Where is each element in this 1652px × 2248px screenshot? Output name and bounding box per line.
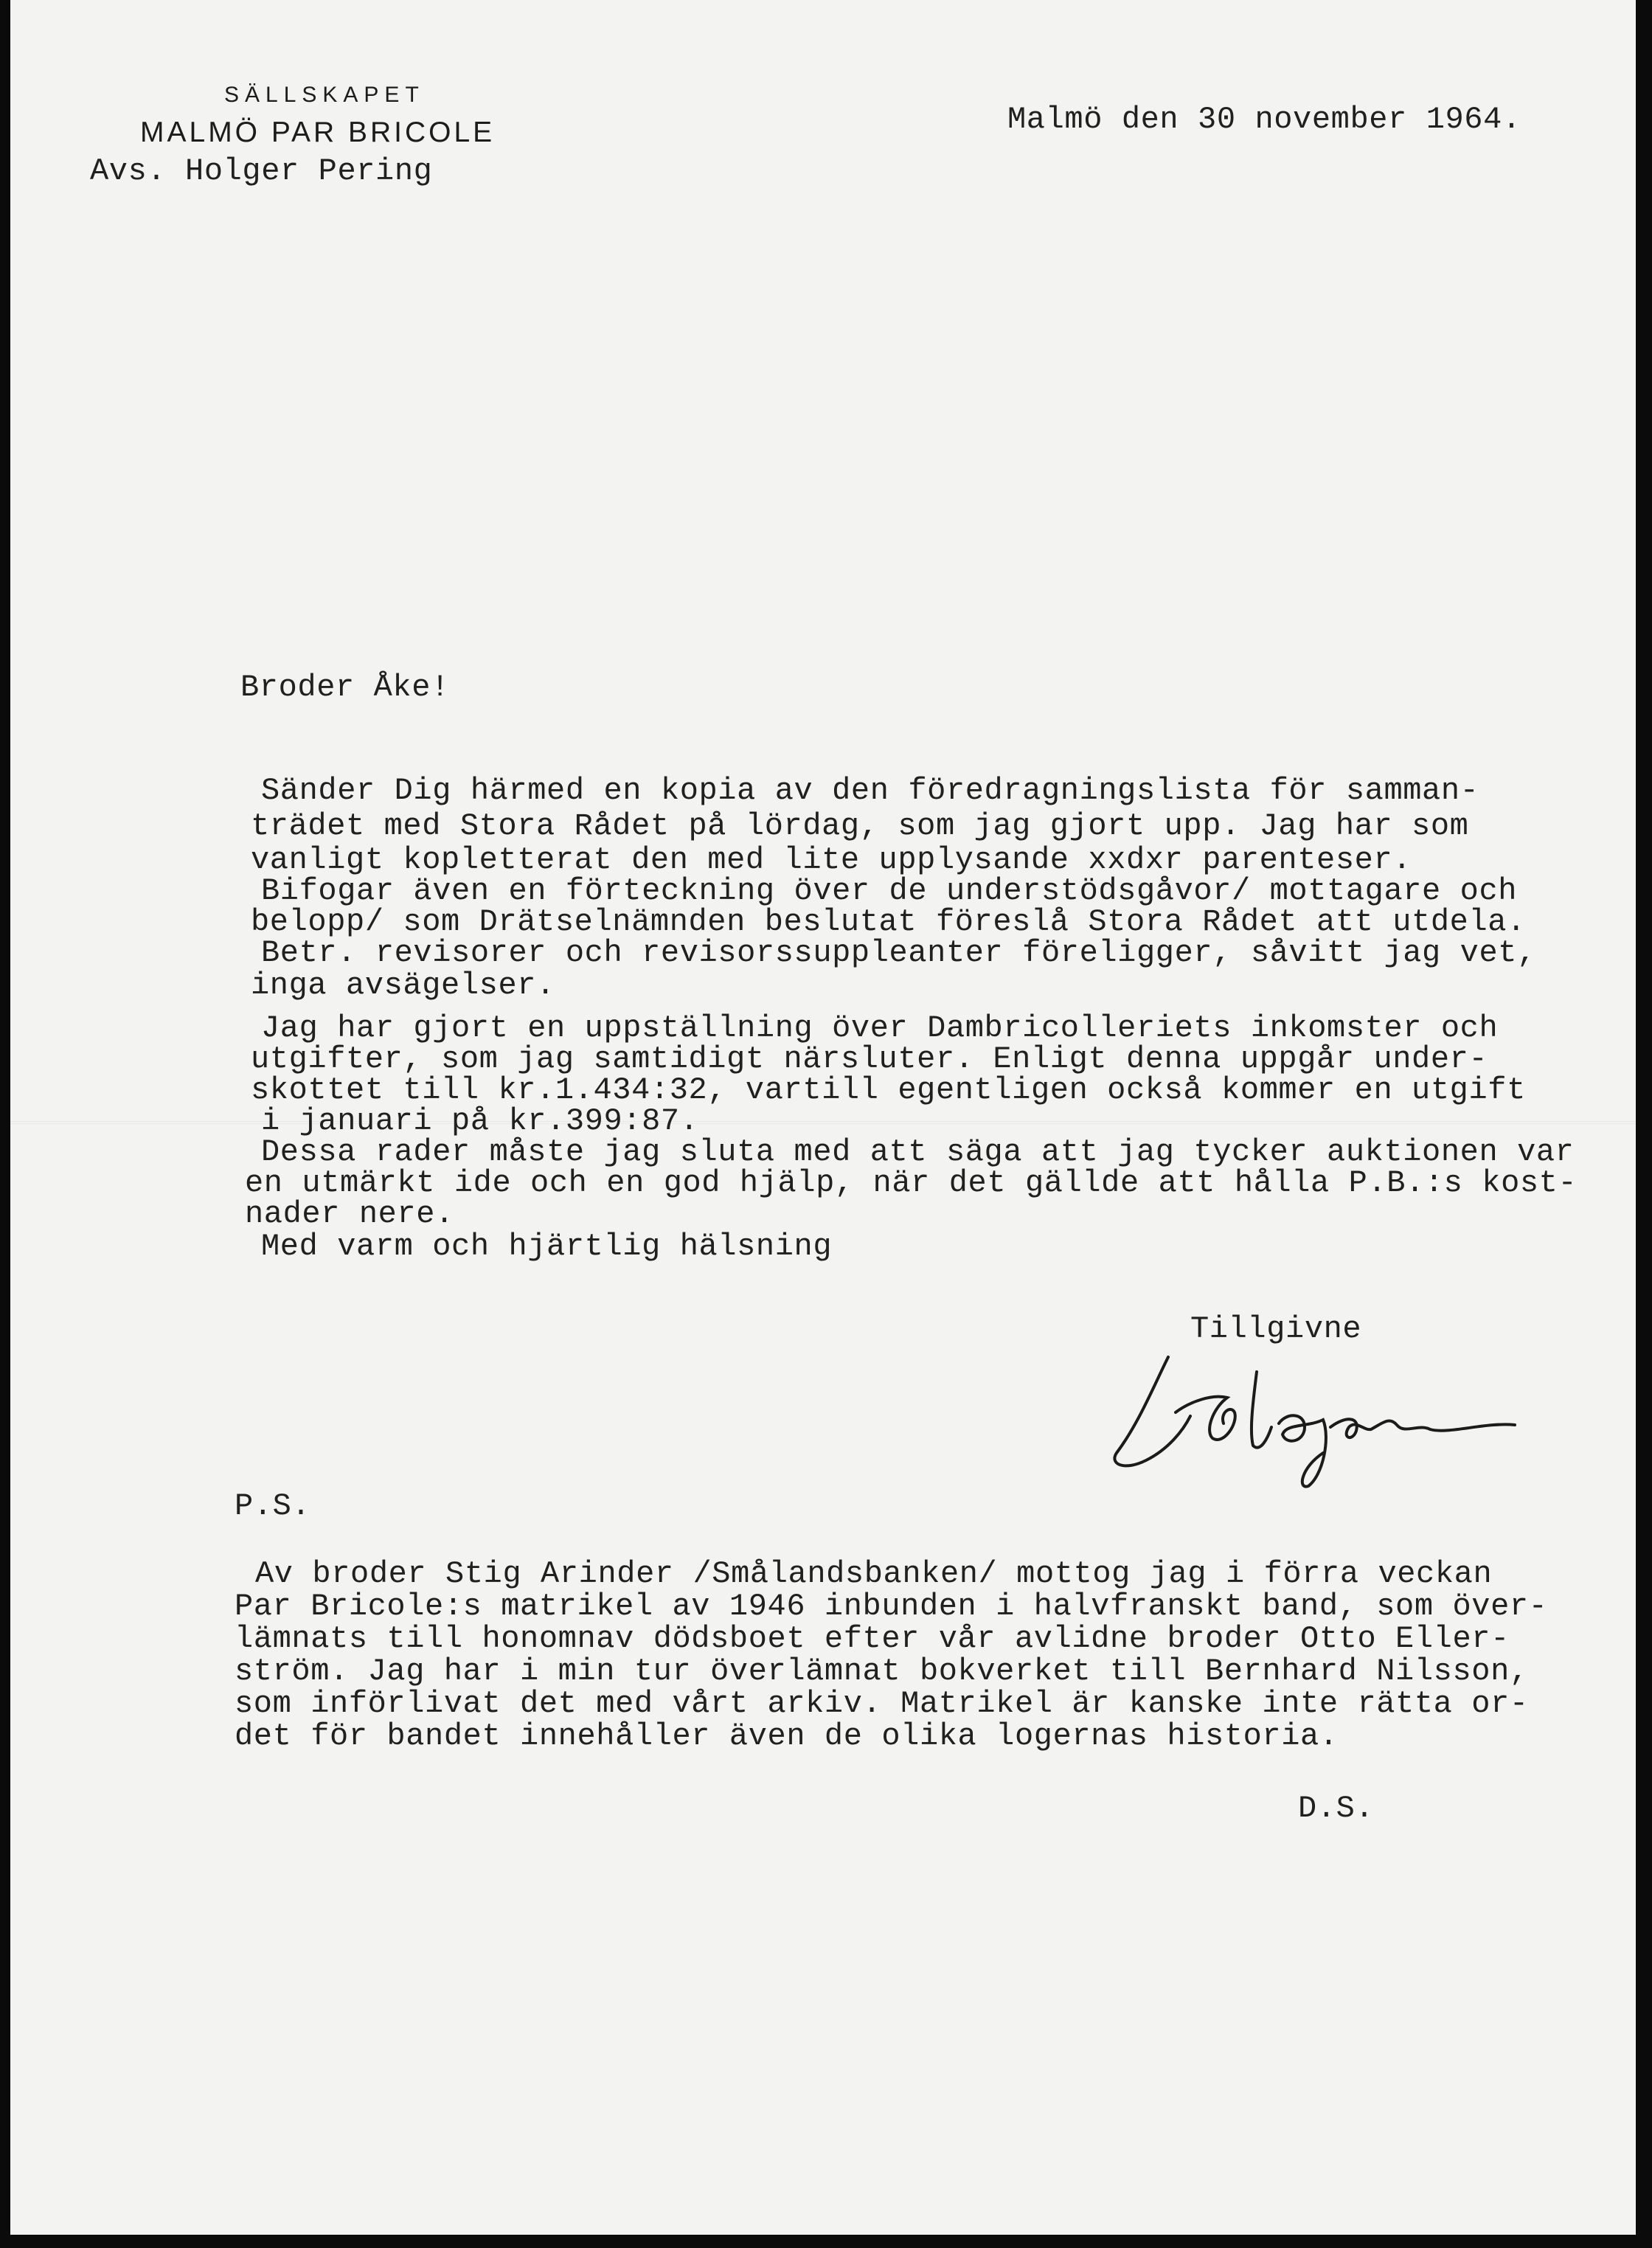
body-line: i januari på kr.399:87. (261, 1103, 699, 1139)
body-line: Med varm och hjärtlig hälsning (261, 1229, 833, 1264)
body-line: nader nere. (245, 1196, 454, 1232)
ps-line: lämnats till honomnav dödsboet efter vår avlidne broder Otto Eller- (235, 1621, 1510, 1656)
body-line: en utmärkt ide och en god hjälp, när det gällde att hålla P.B.:s kost- (245, 1165, 1578, 1201)
ps-line: som införlivat det med vårt arkiv. Matrikel är kanske inte rätta or- (235, 1686, 1529, 1721)
ps-line: Av broder Stig Arinder /Smålandsbanken/ mottog jag i förra veckan (255, 1556, 1493, 1592)
ps-line: ström. Jag har i min tur överlämnat bokverket till Bernhard Nilsson, (235, 1654, 1529, 1689)
body-line: skottet till kr.1.434:32, vartill egentligen också kommer en utgift (251, 1072, 1526, 1108)
letterhead-name: MALMÖ PAR BRICOLE (140, 117, 496, 148)
letterhead-sender: Avs. Holger Pering (90, 153, 433, 189)
letter-date: Malmö den 30 november 1964. (1007, 102, 1521, 137)
salutation: Broder Åke! (240, 670, 450, 705)
body-line: utgifter, som jag samtidigt närsluter. Enligt denna uppgår under- (251, 1041, 1488, 1077)
closing: Tillgivne (1190, 1311, 1362, 1347)
body-line: Betr. revisorer och revisorssuppleanter föreligger, såvitt jag vet, (261, 935, 1536, 971)
body-line: Bifogar även en förteckning över de understödsgåvor/ mottagare och (261, 873, 1518, 909)
body-line: vanligt kopletterat den med lite upplysande xxdxr parenteser. (251, 842, 1412, 878)
letterhead-society: SÄLLSKAPET (224, 83, 425, 107)
body-line: belopp/ som Drätselnämnden beslutat föreslå Stora Rådet att utdela. (251, 904, 1526, 940)
letter-page (10, 0, 1636, 2235)
ps-line: det för bandet innehåller även de olika logernas historia. (235, 1718, 1339, 1754)
ps-label: P.S. (235, 1488, 311, 1524)
body-line: Sänder Dig härmed en kopia av den föredragningslista för samman- (261, 773, 1479, 808)
body-line: Dessa rader måste jag sluta med att säga att jag tycker auktionen var (261, 1134, 1575, 1170)
body-line: inga avsägelser. (251, 968, 555, 1003)
handwritten-signature (1102, 1342, 1574, 1490)
ps-line: Par Bricole:s matrikel av 1946 inbunden i halvfranskt band, som över- (235, 1589, 1548, 1624)
ds-label: D.S. (1298, 1791, 1375, 1826)
body-line: trädet med Stora Rådet på lördag, som jag gjort upp. Jag har som (251, 808, 1469, 844)
paper-fold (10, 1121, 1636, 1124)
body-line: Jag har gjort en uppställning över Dambricolleriets inkomster och (261, 1010, 1499, 1046)
